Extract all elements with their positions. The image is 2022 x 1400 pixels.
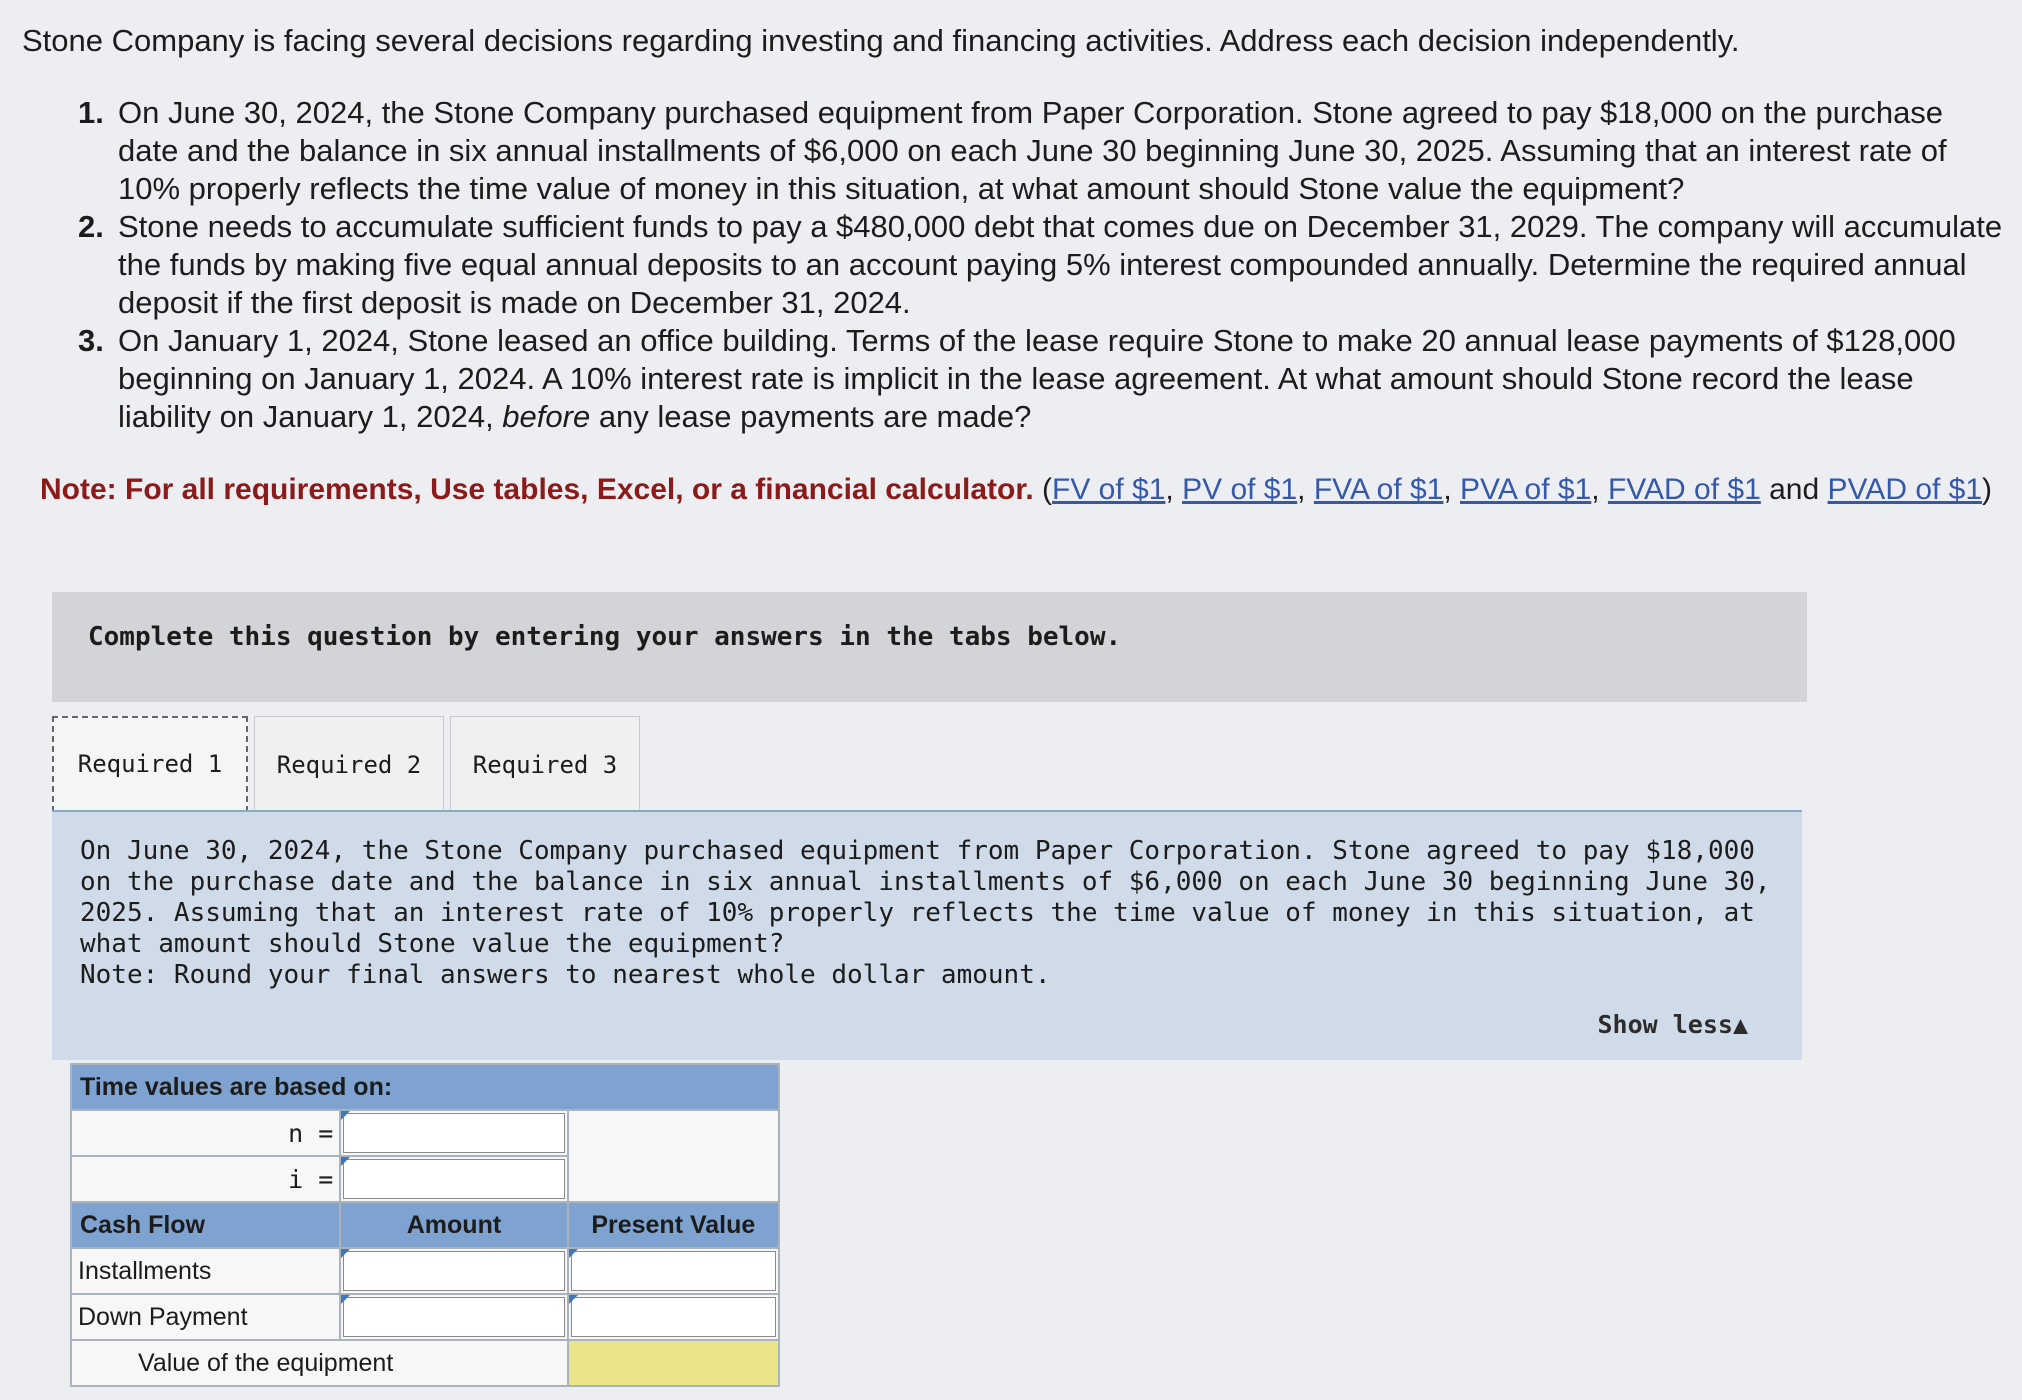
i-input[interactable] [343, 1159, 564, 1199]
requirement-text: On June 30, 2024, the Stone Company purchased equipment from Paper Corporation. Stone agreed to pay $18,000 on the purchase date and the balance in six annual installments of $6,000 on each June 30 beginning June 30, 2025. Assuming that an interest rate of 10% properly reflects the time value of money in this situation, at what amount should Stone value the equipment? [118, 95, 1947, 206]
down-payment-amount-input[interactable] [343, 1297, 564, 1337]
input-marker-icon [341, 1157, 350, 1166]
requirement-text-emphasis: before [502, 399, 591, 434]
input-marker-icon [341, 1111, 350, 1120]
input-marker-icon [341, 1295, 350, 1304]
n-cell [340, 1110, 567, 1156]
tables-note [40, 470, 2000, 510]
n-label: n = [71, 1110, 340, 1156]
installments-label: Installments [71, 1248, 340, 1294]
show-less-button[interactable]: Show less▲ [1597, 1010, 1748, 1039]
requirement-number: 2. [78, 209, 104, 244]
amount-cell [340, 1294, 567, 1340]
link-fva-of-1[interactable]: FVA of $1 [1313, 473, 1444, 506]
note-label: Note: For all requirements, Use tables, Excel, or a financial calculator. [40, 473, 1034, 506]
input-marker-icon [569, 1249, 578, 1258]
input-marker-icon [569, 1295, 578, 1304]
requirement-3 [78, 322, 2008, 436]
requirement-text: Stone needs to accumulate sufficient funds to pay a $480,000 debt that comes due on December 31, 2029. The company will accumulate the funds by making five equal annual deposits to an account paying 5% interest compounded annually. Determine the required annual deposit if the first deposit is made on December 31, 2024. [118, 209, 2003, 320]
link-pv-of-1[interactable]: PV of $1 [1182, 473, 1298, 506]
i-cell [340, 1156, 567, 1202]
blank-cell [568, 1110, 779, 1202]
total-label: Value of the equipment [71, 1340, 568, 1386]
table-row [71, 1340, 779, 1386]
down-payment-pv-input[interactable] [571, 1297, 776, 1337]
present-value-header: Present Value [568, 1202, 779, 1248]
note-punct: ( [1033, 473, 1053, 506]
tab-required-1[interactable]: Required 1 [52, 716, 248, 812]
panel-note: Note: Round your final answers to nearest whole dollar amount. [80, 960, 1051, 990]
requirement-tabs [52, 716, 646, 812]
intro-text: Stone Company is facing several decisions regarding investing and financing activities. Address each decision independently. [22, 23, 1740, 58]
requirement-2 [78, 208, 2008, 322]
link-pvad-of-1[interactable]: PVAD of $1 [1827, 473, 1983, 506]
requirement-number: 3. [78, 323, 104, 358]
tab-panel-required-1 [52, 810, 1802, 1060]
note-punct: ) [1982, 473, 1993, 506]
i-label: i = [71, 1156, 340, 1202]
requirement-text-part: On January 1, 2024, Stone leased an office building. Terms of the lease require Stone to make 20 annual lease payments of $128,000 beginning on January 1, 2024. A 10% interest rate is implicit in the lease agreement. At what amount should Stone record the lease liability on January 1, 2024, [118, 323, 1956, 434]
requirement-list [78, 94, 2008, 436]
table-row [71, 1248, 779, 1294]
note-punct: , [1443, 473, 1461, 506]
link-fv-of-1[interactable]: FV of $1 [1052, 473, 1166, 506]
link-pva-of-1[interactable]: PVA of $1 [1460, 473, 1592, 506]
tab-required-3[interactable]: Required 3 [450, 716, 640, 812]
requirement-1 [78, 94, 2008, 208]
requirement-text [114, 322, 2008, 436]
note-punct: and [1760, 473, 1828, 506]
table-row [71, 1294, 779, 1340]
note-punct: , [1591, 473, 1608, 506]
requirement-number: 1. [78, 95, 104, 130]
amount-cell [340, 1248, 567, 1294]
down-payment-label: Down Payment [71, 1294, 340, 1340]
link-fvad-of-1[interactable]: FVAD of $1 [1607, 473, 1761, 506]
requirement-text-part: any lease payments are made? [590, 399, 1032, 434]
equipment-value-output [568, 1340, 779, 1386]
note-punct: , [1297, 473, 1314, 506]
installments-amount-input[interactable] [343, 1251, 564, 1291]
amount-header: Amount [340, 1202, 567, 1248]
instructions-banner: Complete this question by entering your answers in the tabs below. [52, 592, 1807, 702]
input-marker-icon [341, 1249, 350, 1258]
table-header: Time values are based on: [71, 1064, 779, 1110]
pv-cell [568, 1248, 779, 1294]
pv-cell [568, 1294, 779, 1340]
panel-question: On June 30, 2024, the Stone Company purchased equipment from Paper Corporation. Stone agreed to pay $18,000 on the purchase date and the balance in six annual installments of $6,000 on each June 30 beginning June 30, 2025. Assuming that an interest rate of 10% properly reflects the time value of money in this situation, at what amount should Stone value the equipment? [80, 836, 1771, 959]
note-punct: , [1165, 473, 1183, 506]
n-input[interactable] [343, 1113, 564, 1153]
cash-flow-header: Cash Flow [71, 1202, 340, 1248]
tab-required-2[interactable]: Required 2 [254, 716, 444, 812]
present-value-table [70, 1063, 780, 1387]
installments-pv-input[interactable] [571, 1251, 776, 1291]
